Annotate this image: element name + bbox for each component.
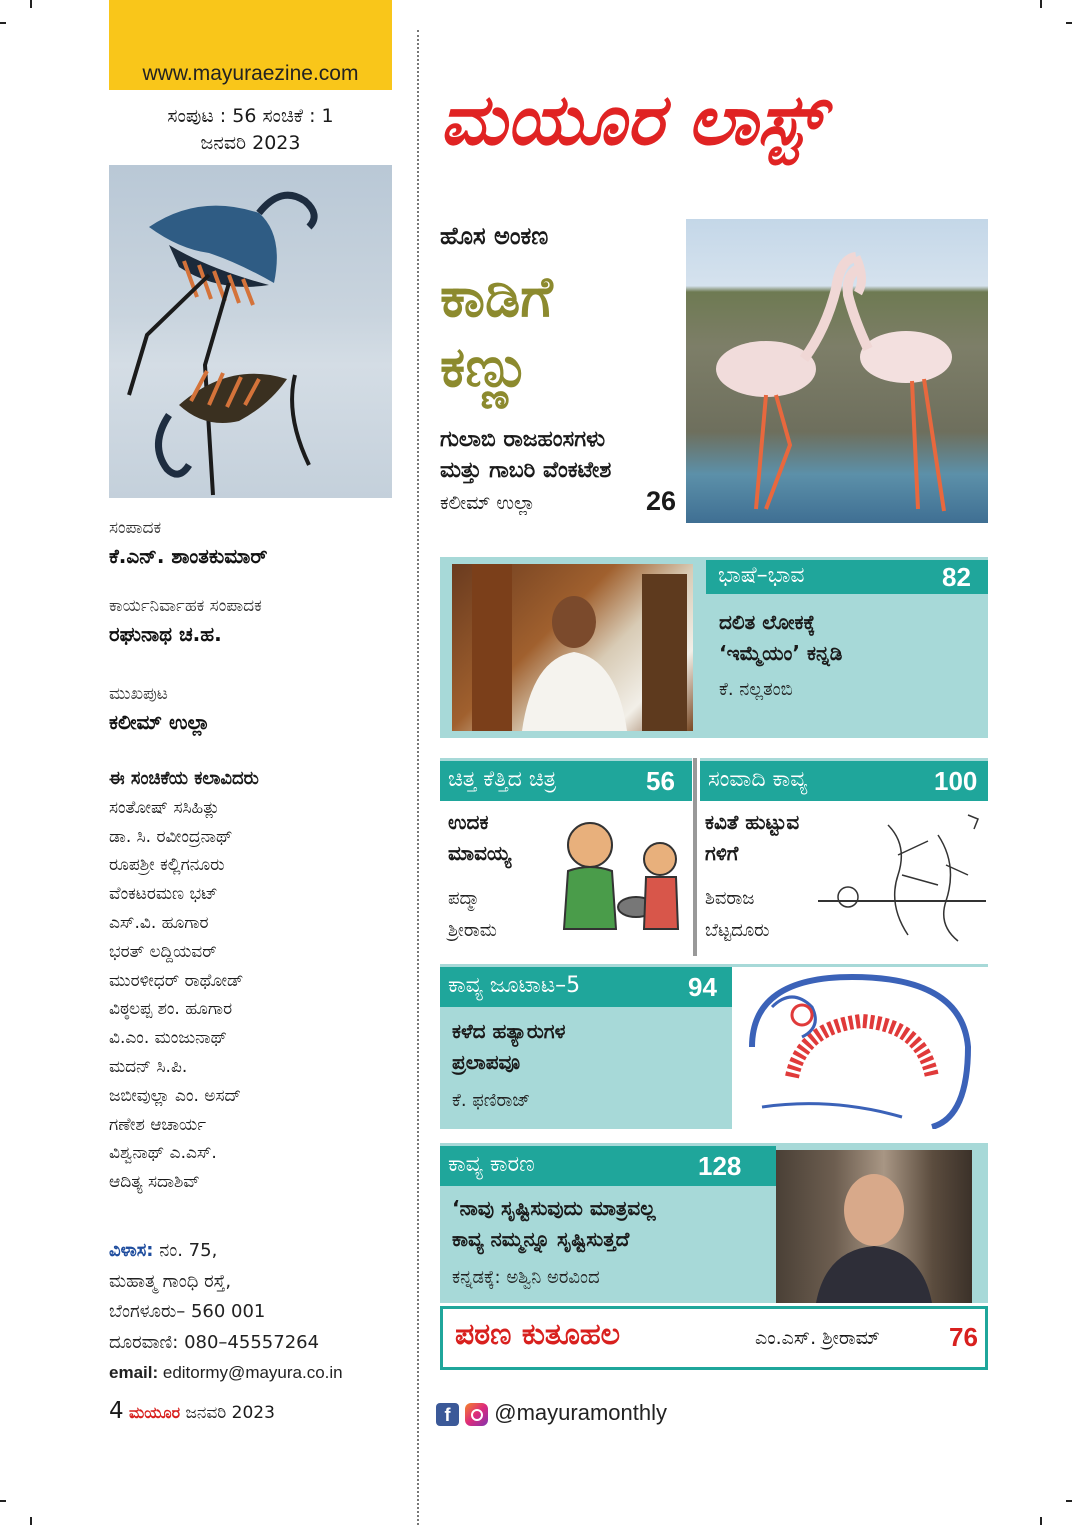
artist-name: ಎಸ್.ವಿ. ಹೂಗಾರ <box>109 912 209 933</box>
box-separator <box>693 758 697 956</box>
bhashe-photo <box>452 564 693 731</box>
feature-title-line: ಕಣ್ಣು <box>440 334 531 400</box>
editor-label: ಸಂಪಾದಕ <box>109 518 162 538</box>
artist-name: ವಿಠ್ಠಲಪ್ಪ ಶಂ. ಹೂಗಾರ <box>109 999 233 1020</box>
samvadi-author <box>705 883 769 947</box>
feature-subtitle-line: ಮತ್ತು ಗಾಬರಿ ವೆಂಕಟೇಶ <box>440 458 612 483</box>
feature-author: ಕಲೀಮ್ ಉಲ್ಲಾ <box>440 492 536 514</box>
crop-mark <box>0 22 6 24</box>
samvadi-sketch <box>818 805 986 945</box>
jootata-headline-line: ಕಳೆದ ಹತ್ಯಾರುಗಳ <box>452 1019 566 1043</box>
pathana-title: ಪಠಣ ಕುತೂಹಲ <box>455 1317 621 1352</box>
chitta-panel <box>440 801 692 956</box>
artist-name: ವಿಶ್ವನಾಥ್ ಎ.ಎಸ್. <box>109 1143 217 1164</box>
editor-name: ಕೆ.ಎನ್. ಶಾಂತಕುಮಾರ್ <box>109 544 268 568</box>
chitta-cartoon <box>550 809 690 949</box>
pathana-author: ಎಂ.ಎಸ್. ಶ್ರೀರಾಮ್ <box>755 1327 880 1349</box>
cover-credit-name: ಕಲೀಮ್ ಉಲ್ಲಾ <box>109 710 210 734</box>
feature-title-line: ಕಾಡಿಗೆ <box>440 264 553 330</box>
chitta-page-number: 56 <box>646 766 675 796</box>
facebook-icon[interactable]: f <box>436 1403 459 1426</box>
feature-subtitle <box>440 424 611 486</box>
feature-page-number[interactable]: 26 <box>646 486 677 516</box>
artist-name: ವೆಂಕಟರಮಣ ಭಟ್ <box>109 884 218 905</box>
crop-mark <box>1066 1500 1072 1502</box>
samvadi-author-line: ಶಿವರಾಜ <box>705 888 755 909</box>
jootata-card[interactable] <box>440 964 988 1129</box>
karana-headline-line: ‘ನಾವು ಸೃಷ್ಟಿಸುವುದು ಮಾತ್ರವಲ್ಲ <box>452 1196 656 1220</box>
volume-line: ಸಂಪುಟ : 56 ಸಂಚಿಕೆ : 1 <box>167 105 334 127</box>
new-column-label: ಹೊಸ ಅಂಕಣ <box>440 222 549 250</box>
crop-mark <box>30 0 32 8</box>
jootata-bar <box>440 967 732 1007</box>
page-footer <box>109 1398 275 1424</box>
bhashe-author: ಕೆ. ನಲ್ಲತಂಬಿ <box>719 679 793 700</box>
samvadi-author-line: ಬೆಟ್ಟದೂರು <box>705 920 770 941</box>
issue-info <box>109 103 392 157</box>
artist-name: ಮುರಳೀಧರ್ ರಾಥೋಡ್ <box>109 970 244 991</box>
samvadi-bar <box>700 761 988 801</box>
bhashe-bhava-card[interactable] <box>440 557 988 738</box>
karana-headline-line: ಕಾವ್ಯ ನಮ್ಮನ್ನೂ ಸೃಷ್ಟಿಸುತ್ತದೆ <box>452 1227 630 1251</box>
chitta-author-line: ಶ್ರೀರಾಮ <box>448 920 497 941</box>
artist-name: ಆದಿತ್ಯ ಸದಾಶಿವ್ <box>109 1172 200 1193</box>
crop-mark <box>1040 0 1042 8</box>
karana-card[interactable] <box>440 1143 988 1303</box>
crop-mark <box>1040 1517 1042 1525</box>
samvadi-panel <box>700 801 988 956</box>
chitta-headline <box>448 807 511 869</box>
feature-title <box>440 262 665 402</box>
flamingo-photo <box>686 219 988 523</box>
jootata-headline-line: ಪ್ರಲಾಪವೂ <box>452 1050 521 1074</box>
samvadi-title: ಸಂವಾದಿ ಕಾವ್ಯ <box>708 767 808 792</box>
artist-name: ಭರತ್ ಲದ್ದಿಯವರ್ <box>109 941 217 962</box>
samvadi-headline-line: ಕವಿತೆ ಹುಟ್ಟುವ <box>705 810 800 834</box>
jootata-page-number: 94 <box>688 972 717 1002</box>
artists-heading: ಈ ಸಂಚಿಕೆಯ ಕಲಾವಿದರು <box>109 768 259 789</box>
samvadi-card[interactable] <box>700 758 988 956</box>
samvadi-headline-line: ಗಳಿಗೆ <box>705 841 739 865</box>
jootata-author: ಕೆ. ಫಣಿರಾಜ್ <box>452 1090 531 1111</box>
samvadi-headline <box>705 807 799 869</box>
karana-headline <box>452 1193 656 1255</box>
chitta-card[interactable] <box>440 758 692 956</box>
karana-title: ಕಾವ್ಯ ಕಾರಣ <box>448 1152 535 1177</box>
email-link[interactable]: editormy@mayura.co.in <box>162 1363 343 1382</box>
page-number: 4 <box>109 1398 124 1424</box>
karana-page-number: 128 <box>698 1151 742 1181</box>
social-handle-text: @mayuramonthly <box>494 1400 667 1425</box>
exec-editor-label: ಕಾರ್ಯನಿರ್ವಾಹಕ ಸಂಪಾದಕ <box>109 596 262 616</box>
social-handle[interactable] <box>436 1400 667 1426</box>
samvadi-page-number: 100 <box>934 766 978 796</box>
cover-bird-photo <box>109 165 392 498</box>
website-link[interactable]: www.mayuraezine.com <box>142 62 359 85</box>
chitta-author-line: ಪದ್ಮಾ <box>448 888 480 909</box>
footer-logo: ಮಯೂರ <box>129 1403 181 1422</box>
chitta-headline-line: ಉದಕ <box>448 810 489 834</box>
address-line: ನಂ. 75, <box>159 1240 218 1261</box>
column-divider <box>417 30 419 1525</box>
bhashe-headline-line: ದಲಿತ ಲೋಕಕ್ಕೆ <box>719 610 816 634</box>
pathana-card[interactable] <box>440 1306 988 1370</box>
footer-date: ಜನವರಿ 2023 <box>185 1403 275 1423</box>
address-line: ಮಹಾತ್ಮ ಗಾಂಧಿ ರಸ್ತೆ, <box>109 1270 232 1292</box>
address-block <box>109 1236 343 1389</box>
artists-list <box>109 765 259 1197</box>
artist-name: ವಿ.ಎಂ. ಮಂಜುನಾಥ್ <box>109 1028 228 1049</box>
artist-name: ಸಂತೋಷ್ ಸಸಿಹಿತ್ಲು <box>109 797 220 818</box>
chitta-title: ಚಿತ್ತ ಕೆತ್ತಿದ ಚಿತ್ರ <box>448 767 557 792</box>
cover-credit-label: ಮುಖಪುಟ <box>109 684 168 704</box>
phone-line: ದೂರವಾಣಿ: 080–45557264 <box>109 1331 320 1353</box>
address-line: ಬೆಂಗಳೂರು– 560 001 <box>109 1301 266 1322</box>
bhashe-headline <box>719 607 842 669</box>
chitta-author <box>448 883 497 947</box>
karana-author: ಕನ್ನಡಕ್ಕೆ: ಅಶ್ವಿನಿ ಅರವಿಂದ <box>452 1267 600 1288</box>
masthead-title: ಮಯೂರ ಲಾಸ್ಟ್ <box>440 78 823 161</box>
artist-name: ಜಬೀವುಲ್ಲಾ ಎಂ. ಅಸದ್ <box>109 1085 242 1106</box>
karana-photo <box>776 1150 972 1303</box>
bhashe-title: ಭಾಷೆ–ಭಾವ <box>718 563 805 588</box>
instagram-icon[interactable] <box>465 1403 488 1426</box>
bhashe-page-number: 82 <box>942 562 971 592</box>
artist-name: ಡಾ. ಸಿ. ರವೀಂದ್ರನಾಥ್ <box>109 826 233 847</box>
bhashe-headline-line: ‘ಇಮ್ಮೆಯಂ’ ಕನ್ನಡಿ <box>719 641 843 665</box>
email-label: email: <box>109 1363 159 1382</box>
cover-credit-block <box>109 684 210 734</box>
editor-block <box>109 518 267 568</box>
issue-date: ಜನವರಿ 2023 <box>200 132 301 154</box>
exec-editor-name: ರಘುನಾಥ ಚ.ಹ. <box>109 622 222 646</box>
crop-mark <box>0 1500 6 1502</box>
jootata-illustration <box>732 967 988 1129</box>
chitta-headline-line: ಮಾವಯ್ಯ <box>448 841 512 865</box>
artist-name: ಗಣೇಶ ಆಚಾರ್ಯ <box>109 1114 207 1135</box>
chitta-bar <box>440 761 692 801</box>
artist-name: ರೂಪಶ್ರೀ ಕಲ್ಲಿಗನೂರು <box>109 855 225 876</box>
jootata-headline <box>452 1016 565 1078</box>
bhashe-bar <box>706 560 988 594</box>
address-label: ವಿಳಾಸ: <box>109 1240 154 1261</box>
jootata-title: ಕಾವ್ಯ ಜೂಟಾಟ–5 <box>448 973 581 998</box>
karana-bar <box>440 1146 776 1186</box>
crop-mark <box>30 1517 32 1525</box>
exec-editor-block <box>109 596 262 646</box>
crop-mark <box>1066 22 1072 24</box>
pathana-page-number: 76 <box>949 1322 978 1352</box>
artist-name: ಮದನ್ ಸಿ.ಪಿ. <box>109 1056 188 1077</box>
feature-subtitle-line: ಗುಲಾಬಿ ರಾಜಹಂಸಗಳು <box>440 427 606 452</box>
